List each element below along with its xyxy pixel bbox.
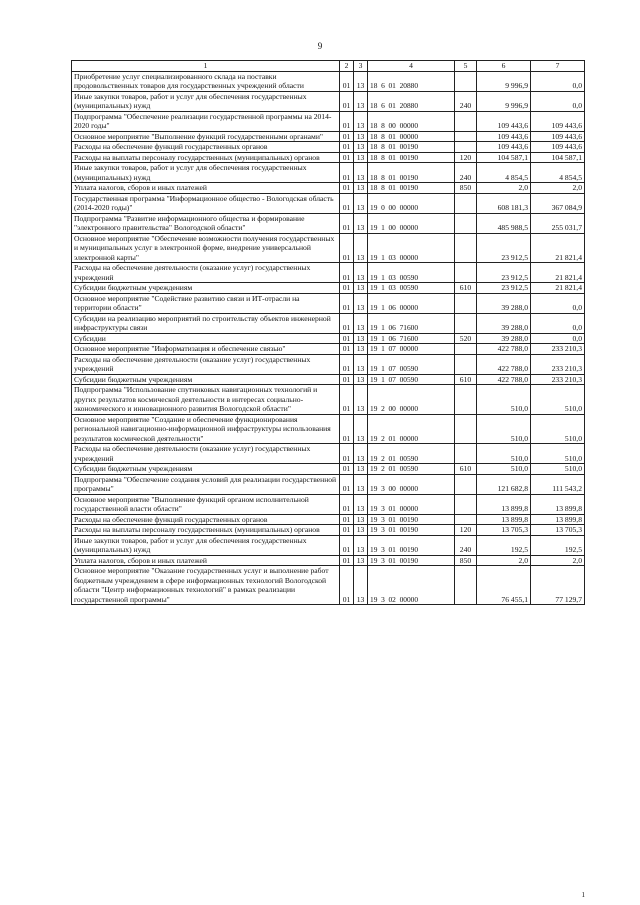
table-row	[72, 374, 585, 385]
row-name-cell: Основное мероприятие "Информатизация и обеспечение связью"	[72, 344, 340, 355]
table-row	[72, 344, 585, 355]
expense-type-cell	[455, 71, 477, 91]
amount-col6-cell: 23 912,5	[477, 283, 531, 294]
table-row	[72, 555, 585, 566]
expense-type-cell	[455, 111, 477, 131]
amount-col7-cell: 510,0	[531, 464, 585, 475]
amount-col7-cell: 21 821,4	[531, 233, 585, 263]
amount-col7-cell: 4 854,5	[531, 163, 585, 183]
amount-col6-cell: 9 996,9	[477, 91, 531, 111]
amount-col6-cell: 510,0	[477, 385, 531, 415]
expense-type-cell: 120	[455, 152, 477, 163]
section-code-cell: 01	[340, 183, 354, 194]
table-row	[72, 535, 585, 555]
expense-type-cell	[455, 131, 477, 142]
amount-col7-cell: 77 129,7	[531, 566, 585, 605]
row-name-cell: Основное мероприятие "Содействие развитию связи и ИТ-отрасли на территории области"	[72, 293, 340, 313]
subsection-code-cell: 13	[354, 142, 368, 153]
target-article-cell: 18 6 01 20880	[368, 91, 455, 111]
section-code-cell: 01	[340, 535, 354, 555]
row-name-cell: Приобретение услуг специализированного склада на поставки продовольственных товаров для государственных учреждений области	[72, 71, 340, 91]
amount-col7-cell: 255 031,7	[531, 213, 585, 233]
target-article-cell: 19 1 06 00000	[368, 293, 455, 313]
amount-col7-cell: 104 587,1	[531, 152, 585, 163]
amount-col6-cell: 23 912,5	[477, 233, 531, 263]
subsection-code-cell: 13	[354, 283, 368, 294]
target-article-cell: 19 2 01 00590	[368, 464, 455, 475]
target-article-cell: 19 1 03 00590	[368, 283, 455, 294]
section-code-cell: 01	[340, 193, 354, 213]
amount-col7-cell: 109 443,6	[531, 111, 585, 131]
header-cell: 5	[455, 61, 477, 72]
row-name-cell: Субсидии бюджетным учреждениям	[72, 283, 340, 294]
row-name-cell: Основное мероприятие "Выполнение функций государственными органами"	[72, 131, 340, 142]
header-cell: 2	[340, 61, 354, 72]
amount-col7-cell: 2,0	[531, 555, 585, 566]
subsection-code-cell: 13	[354, 354, 368, 374]
table-row	[72, 213, 585, 233]
target-article-cell: 19 1 07 00590	[368, 354, 455, 374]
table-row	[72, 566, 585, 605]
row-name-cell: Основное мероприятие "Оказание государственных услуг и выполнение работ бюджетным учреждением в сфере информационных технологий Вологодской области "Центр информационных технологий" в рамках реализации государственной программы"	[72, 566, 340, 605]
row-name-cell: Подпрограмма "Использование спутниковых навигационных технологий и других результатов космической деятельности в интересах социально-экономического и инновационного развития Вологодской области"	[72, 385, 340, 415]
section-code-cell: 01	[340, 142, 354, 153]
section-code-cell: 01	[340, 494, 354, 514]
amount-col6-cell: 510,0	[477, 414, 531, 444]
subsection-code-cell: 13	[354, 535, 368, 555]
section-code-cell: 01	[340, 333, 354, 344]
amount-col7-cell: 0,0	[531, 333, 585, 344]
table-row	[72, 91, 585, 111]
expense-type-cell: 120	[455, 525, 477, 536]
section-code-cell: 01	[340, 293, 354, 313]
amount-col6-cell: 76 455,1	[477, 566, 531, 605]
amount-col7-cell: 0,0	[531, 293, 585, 313]
subsection-code-cell: 13	[354, 71, 368, 91]
target-article-cell: 18 8 01 00190	[368, 142, 455, 153]
header-cell: 6	[477, 61, 531, 72]
section-code-cell: 01	[340, 152, 354, 163]
expense-type-cell: 240	[455, 163, 477, 183]
page-number: 9	[317, 41, 323, 51]
row-name-cell: Субсидии бюджетным учреждениям	[72, 464, 340, 475]
amount-col7-cell: 109 443,6	[531, 131, 585, 142]
amount-col6-cell: 109 443,6	[477, 142, 531, 153]
expense-type-cell	[455, 193, 477, 213]
row-name-cell: Иные закупки товаров, работ и услуг для обеспечения государственных (муниципальных) нужд	[72, 163, 340, 183]
amount-col7-cell: 0,0	[531, 313, 585, 333]
amount-col7-cell: 510,0	[531, 414, 585, 444]
table-row	[72, 263, 585, 283]
amount-col6-cell: 23 912,5	[477, 263, 531, 283]
section-code-cell: 01	[340, 131, 354, 142]
target-article-cell: 19 1 06 71600	[368, 333, 455, 344]
section-code-cell: 01	[340, 344, 354, 355]
amount-col6-cell: 39 288,0	[477, 313, 531, 333]
subsection-code-cell: 13	[354, 263, 368, 283]
target-article-cell: 19 1 00 00000	[368, 213, 455, 233]
amount-col7-cell: 367 084,9	[531, 193, 585, 213]
amount-col7-cell: 233 210,3	[531, 354, 585, 374]
table-row	[72, 152, 585, 163]
section-code-cell: 01	[340, 374, 354, 385]
subsection-code-cell: 13	[354, 344, 368, 355]
target-article-cell: 18 6 01 20880	[368, 71, 455, 91]
row-name-cell: Субсидии	[72, 333, 340, 344]
table-row	[72, 313, 585, 333]
table-row	[72, 163, 585, 183]
section-code-cell: 01	[340, 414, 354, 444]
row-name-cell: Расходы на обеспечение функций государственных органов	[72, 142, 340, 153]
amount-col6-cell: 510,0	[477, 444, 531, 464]
amount-col7-cell: 233 210,3	[531, 344, 585, 355]
row-name-cell: Субсидии на реализацию мероприятий по строительству объектов инженерной инфраструктуры связи	[72, 313, 340, 333]
row-name-cell: Расходы на обеспечение деятельности (оказание услуг) государственных учреждений	[72, 444, 340, 464]
expense-type-cell: 520	[455, 333, 477, 344]
expense-type-cell	[455, 313, 477, 333]
table-row	[72, 474, 585, 494]
target-article-cell: 19 1 07 00000	[368, 344, 455, 355]
target-article-cell: 19 0 00 00000	[368, 193, 455, 213]
amount-col6-cell: 13 705,3	[477, 525, 531, 536]
amount-col7-cell: 13 705,3	[531, 525, 585, 536]
section-code-cell: 01	[340, 71, 354, 91]
row-name-cell: Подпрограмма "Обеспечение реализации государственной программы на 2014-2020 годы"	[72, 111, 340, 131]
target-article-cell: 19 2 00 00000	[368, 385, 455, 415]
subsection-code-cell: 13	[354, 152, 368, 163]
amount-col6-cell: 39 288,0	[477, 293, 531, 313]
target-article-cell: 19 1 03 00590	[368, 263, 455, 283]
row-name-cell: Уплата налогов, сборов и иных платежей	[72, 555, 340, 566]
subsection-code-cell: 13	[354, 555, 368, 566]
expense-type-cell: 240	[455, 535, 477, 555]
section-code-cell: 01	[340, 464, 354, 475]
table-row	[72, 525, 585, 536]
table-row	[72, 131, 585, 142]
expense-type-cell	[455, 566, 477, 605]
table-row	[72, 71, 585, 91]
table-row	[72, 464, 585, 475]
target-article-cell: 19 3 01 00190	[368, 555, 455, 566]
section-code-cell: 01	[340, 566, 354, 605]
table-row	[72, 444, 585, 464]
expense-type-cell	[455, 354, 477, 374]
header-cell: 3	[354, 61, 368, 72]
amount-col6-cell: 9 996,9	[477, 71, 531, 91]
amount-col7-cell: 13 899,8	[531, 514, 585, 525]
target-article-cell: 18 8 01 00000	[368, 131, 455, 142]
amount-col7-cell: 21 821,4	[531, 263, 585, 283]
expense-type-cell	[455, 293, 477, 313]
amount-col6-cell: 485 988,5	[477, 213, 531, 233]
section-code-cell: 01	[340, 111, 354, 131]
amount-col6-cell: 422 788,0	[477, 354, 531, 374]
target-article-cell: 19 3 01 00190	[368, 514, 455, 525]
row-name-cell: Государственная программа "Информационное общество - Вологодская область (2014-2020 годы)"	[72, 193, 340, 213]
subsection-code-cell: 13	[354, 525, 368, 536]
target-article-cell: 19 3 02 00000	[368, 566, 455, 605]
target-article-cell: 18 8 01 00190	[368, 183, 455, 194]
section-code-cell: 01	[340, 91, 354, 111]
expense-type-cell: 240	[455, 91, 477, 111]
section-code-cell: 01	[340, 313, 354, 333]
header-row	[72, 61, 585, 72]
target-article-cell: 19 2 01 00000	[368, 414, 455, 444]
amount-col6-cell: 2,0	[477, 183, 531, 194]
target-article-cell: 19 3 01 00000	[368, 494, 455, 514]
section-code-cell: 01	[340, 263, 354, 283]
expense-type-cell	[455, 142, 477, 153]
amount-col7-cell: 13 899,8	[531, 494, 585, 514]
subsection-code-cell: 13	[354, 494, 368, 514]
amount-col6-cell: 192,5	[477, 535, 531, 555]
target-article-cell: 19 3 01 00190	[368, 525, 455, 536]
subsection-code-cell: 13	[354, 333, 368, 344]
subsection-code-cell: 13	[354, 131, 368, 142]
section-code-cell: 01	[340, 444, 354, 464]
row-name-cell: Расходы на выплаты персоналу государственных (муниципальных) органов	[72, 525, 340, 536]
amount-col7-cell: 510,0	[531, 385, 585, 415]
section-code-cell: 01	[340, 163, 354, 183]
amount-col7-cell: 0,0	[531, 71, 585, 91]
subsection-code-cell: 13	[354, 213, 368, 233]
amount-col6-cell: 608 181,3	[477, 193, 531, 213]
row-name-cell: Основное мероприятие "Обеспечение возможности получения государственных и муниципальных услуг в электронной форме, внедрение универсальной электронной карты"	[72, 233, 340, 263]
table-row	[72, 142, 585, 153]
row-name-cell: Расходы на обеспечение деятельности (оказание услуг) государственных учреждений	[72, 263, 340, 283]
subsection-code-cell: 13	[354, 193, 368, 213]
amount-col6-cell: 109 443,6	[477, 131, 531, 142]
table-row	[72, 494, 585, 514]
subsection-code-cell: 13	[354, 464, 368, 475]
amount-col6-cell: 39 288,0	[477, 333, 531, 344]
expense-type-cell	[455, 233, 477, 263]
section-code-cell: 01	[340, 525, 354, 536]
header-cell: 7	[531, 61, 585, 72]
table-row	[72, 293, 585, 313]
row-name-cell: Основное мероприятие "Создание и обеспечение функционирования региональной навигационно-информационной инфраструктуры использования результатов космической деятельности"	[72, 414, 340, 444]
target-article-cell: 19 3 01 00190	[368, 535, 455, 555]
table-row	[72, 514, 585, 525]
amount-col6-cell: 510,0	[477, 464, 531, 475]
expense-type-cell: 610	[455, 374, 477, 385]
subsection-code-cell: 13	[354, 293, 368, 313]
target-article-cell: 19 3 00 00000	[368, 474, 455, 494]
subsection-code-cell: 13	[354, 385, 368, 415]
section-code-cell: 01	[340, 514, 354, 525]
subsection-code-cell: 13	[354, 233, 368, 263]
subsection-code-cell: 13	[354, 91, 368, 111]
subsection-code-cell: 13	[354, 474, 368, 494]
subsection-code-cell: 13	[354, 374, 368, 385]
target-article-cell: 19 2 01 00590	[368, 444, 455, 464]
section-code-cell: 01	[340, 283, 354, 294]
amount-col7-cell: 0,0	[531, 91, 585, 111]
amount-col7-cell: 2,0	[531, 183, 585, 194]
expense-type-cell	[455, 344, 477, 355]
row-name-cell: Основное мероприятие "Выполнение функций органом исполнительной государственной власти области"	[72, 494, 340, 514]
amount-col7-cell: 109 443,6	[531, 142, 585, 153]
expense-type-cell	[455, 414, 477, 444]
amount-col6-cell: 13 899,8	[477, 514, 531, 525]
target-article-cell: 18 8 01 00190	[368, 163, 455, 183]
amount-col6-cell: 13 899,8	[477, 494, 531, 514]
amount-col6-cell: 4 854,5	[477, 163, 531, 183]
expense-type-cell	[455, 474, 477, 494]
amount-col7-cell: 192,5	[531, 535, 585, 555]
table-row	[72, 354, 585, 374]
amount-col6-cell: 121 682,8	[477, 474, 531, 494]
expense-type-cell	[455, 213, 477, 233]
target-article-cell: 19 1 07 00590	[368, 374, 455, 385]
subsection-code-cell: 13	[354, 313, 368, 333]
amount-col6-cell: 104 587,1	[477, 152, 531, 163]
subsection-code-cell: 13	[354, 111, 368, 131]
amount-col7-cell: 21 821,4	[531, 283, 585, 294]
row-name-cell: Расходы на обеспечение деятельности (оказание услуг) государственных учреждений	[72, 354, 340, 374]
row-name-cell: Иные закупки товаров, работ и услуг для обеспечения государственных (муниципальных) нужд	[72, 91, 340, 111]
row-name-cell: Иные закупки товаров, работ и услуг для обеспечения государственных (муниципальных) нужд	[72, 535, 340, 555]
subsection-code-cell: 13	[354, 566, 368, 605]
target-article-cell: 19 1 06 71600	[368, 313, 455, 333]
expense-type-cell	[455, 263, 477, 283]
row-name-cell: Подпрограмма "Обеспечение создания условий для реализации государственной программы"	[72, 474, 340, 494]
target-article-cell: 18 8 01 00190	[368, 152, 455, 163]
expense-type-cell: 850	[455, 555, 477, 566]
section-code-cell: 01	[340, 555, 354, 566]
expense-type-cell	[455, 385, 477, 415]
expense-type-cell: 610	[455, 283, 477, 294]
subsection-code-cell: 13	[354, 183, 368, 194]
amount-col6-cell: 422 788,0	[477, 374, 531, 385]
target-article-cell: 18 8 00 00000	[368, 111, 455, 131]
section-code-cell: 01	[340, 354, 354, 374]
header-cell: 4	[368, 61, 455, 72]
table-row	[72, 333, 585, 344]
header-cell: 1	[72, 61, 340, 72]
amount-col7-cell: 233 210,3	[531, 374, 585, 385]
subsection-code-cell: 13	[354, 163, 368, 183]
subsection-code-cell: 13	[354, 514, 368, 525]
amount-col6-cell: 2,0	[477, 555, 531, 566]
budget-table	[71, 60, 585, 605]
expense-type-cell	[455, 444, 477, 464]
table-row	[72, 233, 585, 263]
margin-mark: 1	[581, 891, 585, 899]
table-row	[72, 283, 585, 294]
table-row	[72, 385, 585, 415]
row-name-cell: Подпрограмма "Развитие информационного общества и формирование "электронного правительства" Вологодской области"	[72, 213, 340, 233]
amount-col7-cell: 111 543,2	[531, 474, 585, 494]
row-name-cell: Расходы на обеспечение функций государственных органов	[72, 514, 340, 525]
section-code-cell: 01	[340, 233, 354, 263]
table-row	[72, 183, 585, 194]
table-row	[72, 414, 585, 444]
amount-col6-cell: 422 788,0	[477, 344, 531, 355]
row-name-cell: Расходы на выплаты персоналу государственных (муниципальных) органов	[72, 152, 340, 163]
subsection-code-cell: 13	[354, 414, 368, 444]
subsection-code-cell: 13	[354, 444, 368, 464]
target-article-cell: 19 1 03 00000	[368, 233, 455, 263]
table-row	[72, 193, 585, 213]
section-code-cell: 01	[340, 385, 354, 415]
expense-type-cell: 850	[455, 183, 477, 194]
section-code-cell: 01	[340, 213, 354, 233]
expense-type-cell: 610	[455, 464, 477, 475]
expense-type-cell	[455, 494, 477, 514]
section-code-cell: 01	[340, 474, 354, 494]
table-row	[72, 111, 585, 131]
row-name-cell: Уплата налогов, сборов и иных платежей	[72, 183, 340, 194]
amount-col6-cell: 109 443,6	[477, 111, 531, 131]
amount-col7-cell: 510,0	[531, 444, 585, 464]
expense-type-cell	[455, 514, 477, 525]
row-name-cell: Субсидии бюджетным учреждениям	[72, 374, 340, 385]
